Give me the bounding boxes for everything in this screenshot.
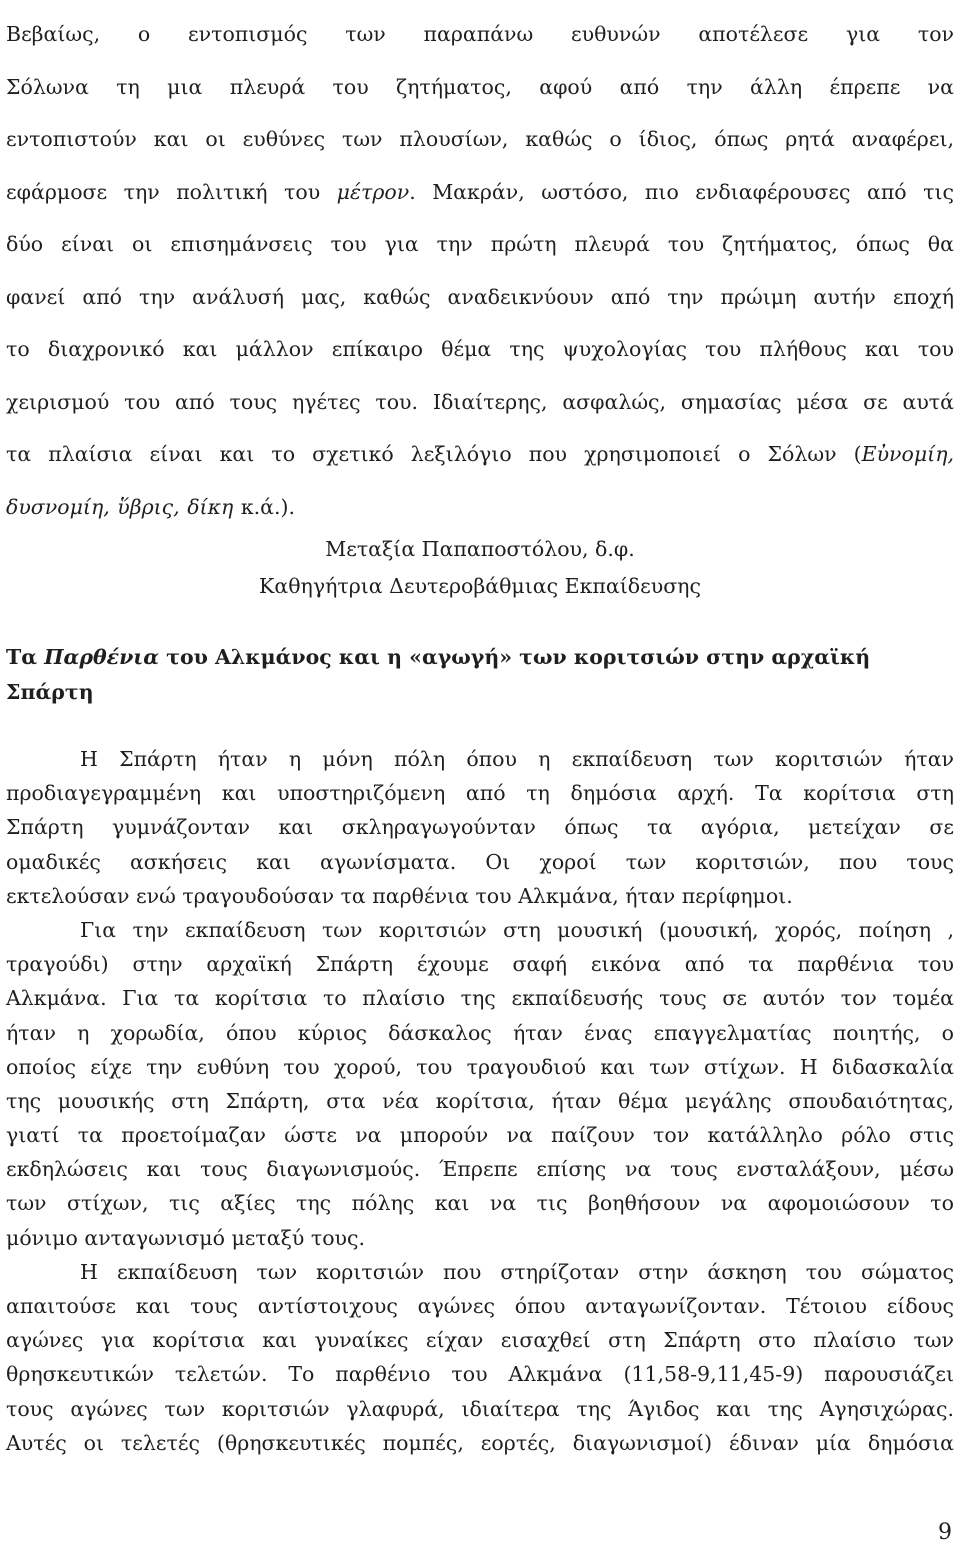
- heading-italic: Παρθένια: [44, 645, 160, 669]
- text-line: τραγούδι) στην αρχαϊκή Σπάρτη έχουμε σαφή εικόνα από τα παρθένια του: [6, 952, 954, 977]
- text-line: εκδηλώσεις και τους διαγωνισμούς. Έπρεπε επίσης να τους ενσταλάξουν, μέσω: [6, 1157, 954, 1182]
- heading-span: Τα: [6, 645, 45, 669]
- text-line: απαιτούσε και τους αντίστοιχους αγώνες όπου ανταγωνίζονταν. Τέτοιου είδους: [6, 1294, 954, 1318]
- text-line: τους αγώνες των κοριτσιών γλαφυρά, ιδιαίτερα της Άγιδος και της Αγησιχώρας.: [6, 1396, 954, 1421]
- text-line: χειρισμού του από τους ηγέτες του. Ιδιαίτερης, ασφαλώς, σημασίας μέσα σε αυτά: [6, 389, 954, 414]
- text-line: ομαδικές ασκήσεις και αγωνίσματα. Οι χοροί των κοριτσιών, που τους: [6, 849, 954, 874]
- text-line: Βεβαίως, ο εντοπισμός των παραπάνω ευθυνών αποτέλεσε για τον: [6, 22, 954, 46]
- text-line: Η Σπάρτη ήταν η μόνη πόλη όπου η εκπαίδευση των κοριτσιών ήταν: [80, 747, 954, 771]
- heading-span: του Αλκμάνος και η «αγωγή» των κοριτσιών στην αρχαϊκή: [159, 645, 871, 669]
- text-span: . Μακράν, ωστόσο, πιο ενδιαφέρουσες από τις: [409, 179, 955, 204]
- heading-line: [6, 640, 954, 675]
- text-span: τα πλαίσια είναι και το σχετικό λεξιλόγιο που χρησιμοποιεί ο Σόλων (: [6, 442, 862, 466]
- heading-line: Σπάρτη: [6, 680, 94, 704]
- text-span: κ.ά.).: [233, 494, 296, 519]
- text-line: Για την εκπαίδευση των κοριτσιών στη μουσική (μουσική, χορός, ποίηση ,: [80, 917, 954, 942]
- text-line: ήταν η χορωδία, όπου κύριος δάσκαλος ήταν ένας επαγγελματίας ποιητής, ο: [6, 1020, 954, 1045]
- author-name: Μεταξία Παπαποστόλου, δ.φ.: [325, 537, 635, 561]
- text-line: θρησκευτικών τελετών. Το παρθένιο του Αλκμάνα (11,58-9,11,45-9) παρουσιάζει: [6, 1362, 954, 1387]
- text-line: φανεί από την ανάλυσή μας, καθώς αναδεικνύουν από την πρώιμη αυτήν εποχή: [6, 284, 954, 309]
- section-heading: [6, 640, 954, 710]
- text-line: το διαχρονικό και μάλλον επίκαιρο θέμα της ψυχολογίας του πλήθους και του: [6, 337, 954, 361]
- text-line: [6, 166, 954, 219]
- text-line: των στίχων, τις αξίες της πόλης και να τις βοηθήσουν να αφομοιώσουν το: [6, 1191, 954, 1216]
- text-line: προδιαγεγραμμένη και υποστηριζόμενη από τη δημόσια αρχή. Τα κορίτσια στη: [6, 781, 954, 806]
- text-line: της μουσικής στη Σπάρτη, στα νέα κορίτσια, ήταν θέμα μεγάλης σπουδαιότητας,: [6, 1088, 954, 1113]
- text-line: αγώνες για κορίτσια και γυναίκες είχαν εισαχθεί στη Σπάρτη στο πλαίσιο των: [6, 1328, 954, 1353]
- italic-term: Εὐνομίη,: [861, 442, 954, 466]
- text-line: εντοπιστούν και οι ευθύνες των πλουσίων, καθώς ο ίδιος, όπως ρητά αναφέρει,: [6, 127, 954, 151]
- text-line: γιατί τα προετοίμαζαν ώστε να μπορούν να παίζουν τον κατάλληλο ρόλο στις: [6, 1123, 954, 1148]
- text-line: Αλκμάνα. Για τα κορίτσια το πλαίσιο της εκπαίδευσής τους σε αυτόν τον τομέα: [6, 986, 954, 1011]
- italic-term: μέτρον: [336, 179, 410, 204]
- text-line: Σόλωνα τη μια πλευρά του ζητήματος, αφού από την άλλη έπρεπε να: [6, 74, 954, 99]
- intro-paragraph: [6, 8, 954, 533]
- page-number: 9: [938, 1520, 952, 1545]
- text-span: εφάρμοσε την πολιτική του: [6, 179, 337, 204]
- body-text: [6, 742, 954, 1460]
- text-line: Σπάρτη γυμνάζονταν και σκληραγωγούνταν όπως τα αγόρια, μετείχαν σε: [6, 815, 954, 840]
- author-title: Καθηγήτρια Δευτεροβάθμιας Εκπαίδευσης: [259, 574, 701, 598]
- text-line: [6, 428, 954, 481]
- text-line: Αυτές οι τελετές (θρησκευτικές πομπές, εορτές, διαγωνισμοί) έδιναν μία δημόσια: [6, 1430, 954, 1455]
- text-line: Η εκπαίδευση των κοριτσιών που στηρίζοταν στην άσκηση του σώματος: [80, 1259, 954, 1284]
- italic-term: δυσνομίη, ὕβρις, δίκη: [6, 494, 234, 519]
- text-line: εκτελούσαν ενώ τραγουδούσαν τα παρθένια του Αλκμάνα, ήταν περίφημοι.: [6, 883, 793, 908]
- text-line: οποίος είχε την ευθύνη του χορού, του τραγουδιού και των στίχων. Η διδασκαλία: [6, 1054, 954, 1079]
- text-line: μόνιμο ανταγωνισμό μεταξύ τους.: [6, 1225, 366, 1250]
- text-line: [6, 481, 954, 534]
- text-line: δύο είναι οι επισημάνσεις του για την πρώτη πλευρά του ζητήματος, όπως θα: [6, 232, 954, 256]
